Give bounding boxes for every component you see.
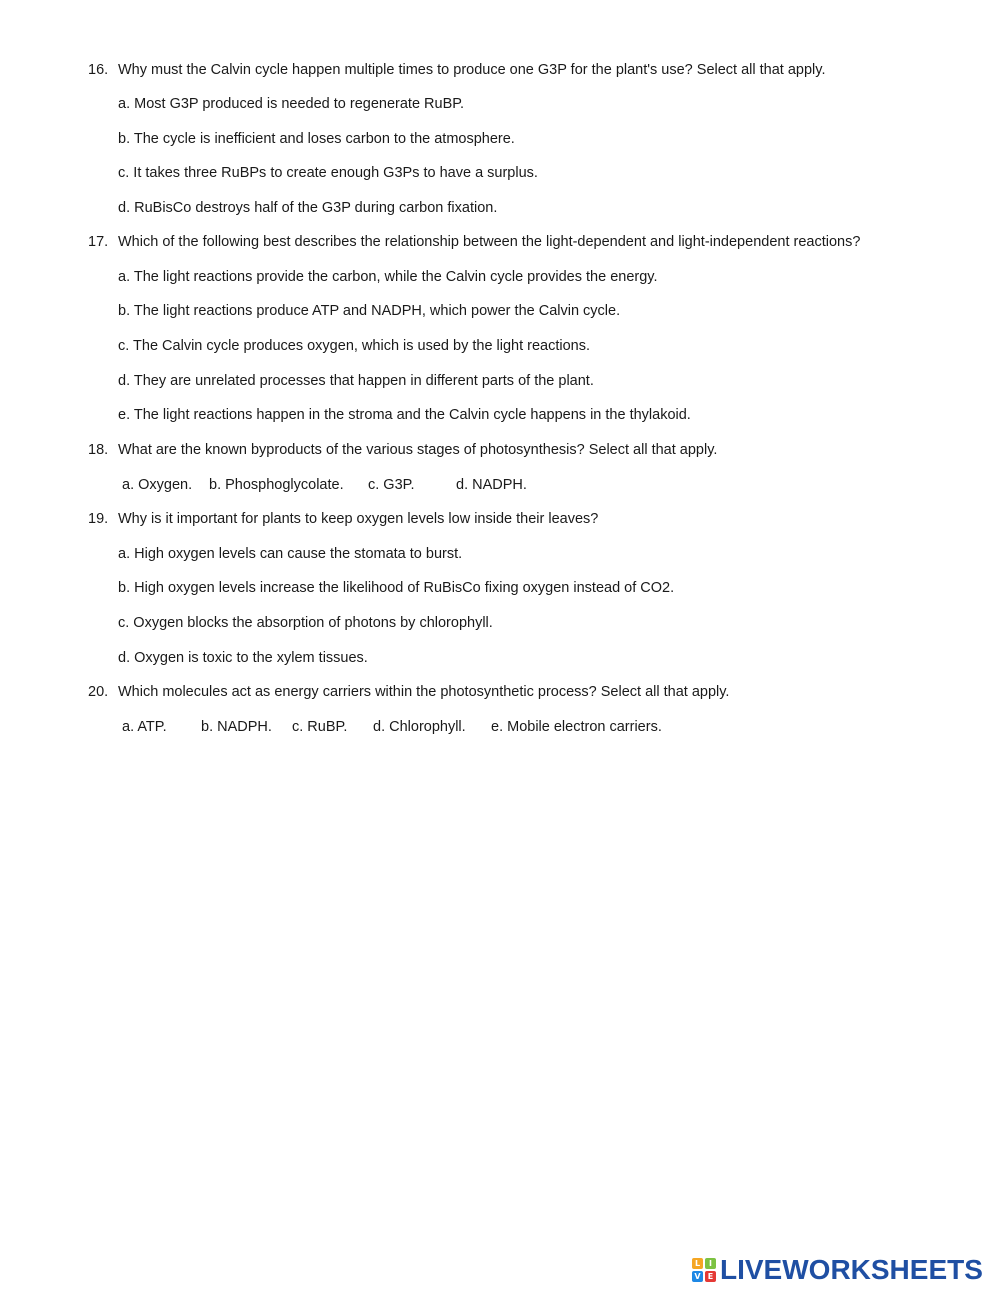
question-number: 18. — [88, 442, 109, 458]
option[interactable]: d. Oxygen is toxic to the xylem tissues. — [118, 650, 368, 666]
live-badge-icon — [692, 1258, 716, 1282]
question-number: 16. — [88, 62, 109, 78]
option[interactable]: a. The light reactions provide the carbon, while the Calvin cycle provides the energy. — [118, 269, 658, 285]
question-text: Which of the following best describes the relationship between the light-dependent and light-independent reactions? — [118, 234, 861, 250]
option[interactable]: b. High oxygen levels increase the likelihood of RuBisCo fixing oxygen instead of CO2. — [118, 580, 675, 596]
liveworksheets-logo — [692, 1256, 983, 1284]
option[interactable]: d. RuBisCo destroys half of the G3P during carbon fixation. — [118, 200, 498, 216]
option[interactable]: b. Phosphoglycolate. — [209, 477, 344, 493]
option[interactable]: a. ATP. — [122, 719, 167, 735]
option[interactable]: a. High oxygen levels can cause the stomata to burst. — [118, 546, 463, 562]
live-badge-letter: E — [705, 1271, 716, 1282]
option[interactable]: b. NADPH. — [201, 719, 272, 735]
live-badge-letter: I — [705, 1258, 716, 1269]
option[interactable]: d. They are unrelated processes that happen in different parts of the plant. — [118, 373, 594, 389]
question-number: 17. — [88, 234, 109, 250]
question-number: 20. — [88, 684, 109, 700]
option[interactable]: c. Oxygen blocks the absorption of photons by chlorophyll. — [118, 615, 493, 631]
option[interactable]: b. The light reactions produce ATP and NADPH, which power the Calvin cycle. — [118, 303, 621, 319]
option[interactable]: e. The light reactions happen in the stroma and the Calvin cycle happens in the thylakoid. — [118, 407, 691, 423]
question-text: What are the known byproducts of the various stages of photosynthesis? Select all that apply. — [118, 442, 718, 458]
question-text: Why must the Calvin cycle happen multiple times to produce one G3P for the plant's use? Select all that apply. — [118, 62, 826, 78]
option[interactable]: a. Oxygen. — [122, 477, 193, 493]
option[interactable]: d. Chlorophyll. — [373, 719, 466, 735]
question-text: Why is it important for plants to keep oxygen levels low inside their leaves? — [118, 511, 599, 527]
option[interactable]: d. NADPH. — [456, 477, 527, 493]
option[interactable]: a. Most G3P produced is needed to regenerate RuBP. — [118, 96, 465, 112]
live-badge-letter: L — [692, 1258, 703, 1269]
question-text: Which molecules act as energy carriers within the photosynthetic process? Select all that apply. — [118, 684, 730, 700]
option[interactable]: c. G3P. — [368, 477, 415, 493]
live-badge-letter: V — [692, 1271, 703, 1282]
option[interactable]: b. The cycle is inefficient and loses carbon to the atmosphere. — [118, 131, 515, 147]
option[interactable]: c. The Calvin cycle produces oxygen, which is used by the light reactions. — [118, 338, 591, 354]
question-number: 19. — [88, 511, 109, 527]
logo-text: LIVEWORKSHEETS — [720, 1254, 983, 1285]
option[interactable]: c. It takes three RuBPs to create enough G3Ps to have a surplus. — [118, 165, 538, 181]
option[interactable]: e. Mobile electron carriers. — [491, 719, 662, 735]
option[interactable]: c. RuBP. — [292, 719, 348, 735]
